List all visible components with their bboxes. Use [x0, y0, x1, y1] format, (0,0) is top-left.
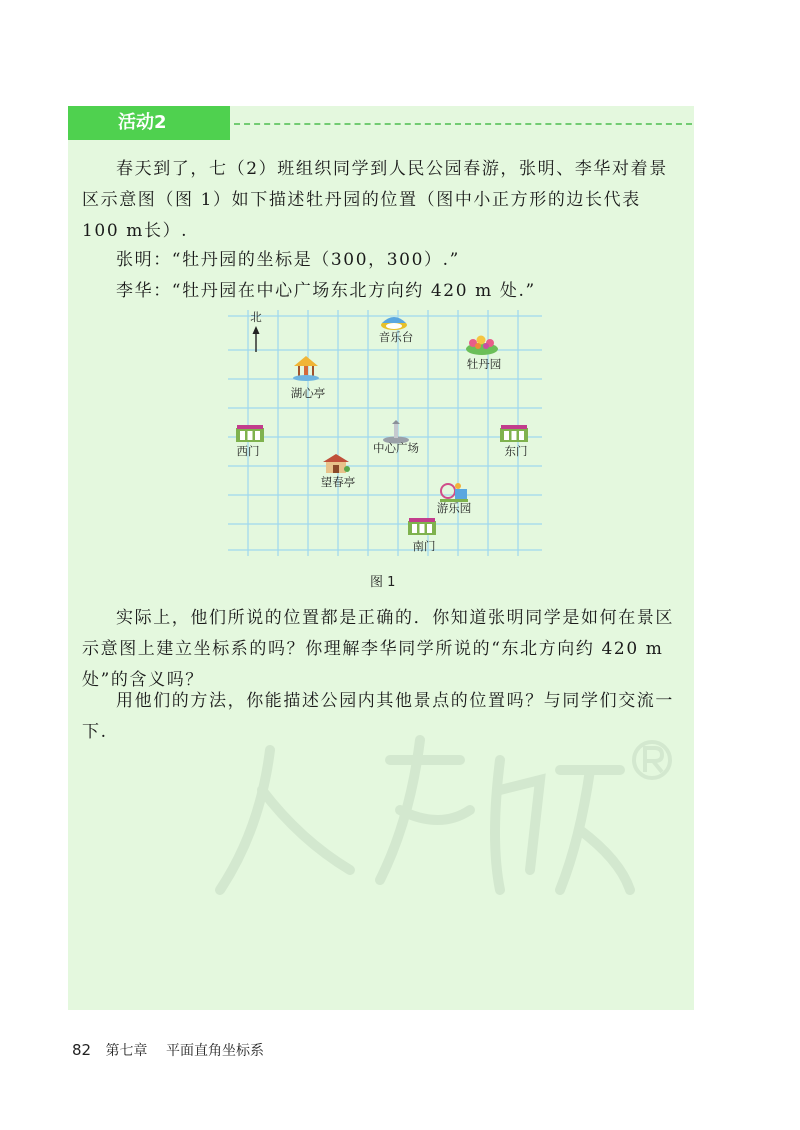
lake-pavilion-icon	[292, 354, 320, 382]
east-gate-icon	[499, 422, 529, 444]
lake-pavilion-label: 湖心亭	[290, 386, 326, 400]
zhang-ming-statement: 张明：“牡丹园的坐标是（300，300）.”	[116, 250, 460, 270]
intro-paragraph: 春天到了，七（2）班组织同学到人民公园春游，张明、李华对着景区示意图（图 1）如下描述牡丹园的位置（图中小正方形的边长代表 100 m长）.	[82, 159, 668, 241]
music-stage-icon	[379, 313, 409, 331]
publisher-watermark	[200, 720, 680, 920]
amusement-park-icon	[438, 481, 470, 503]
registered-mark-icon	[634, 742, 670, 778]
west-gate-icon	[235, 422, 265, 444]
north-arrow-icon	[253, 326, 260, 352]
question-paragraph-1: 实际上，他们所说的位置都是正确的．你知道张明同学是如何在景区示意图上建立坐标系的吗？你理解李华同学所说的“东北方向约 420 m 处”的含义吗？	[82, 608, 674, 690]
south-gate-label: 南门	[412, 539, 436, 553]
park-map	[228, 310, 542, 556]
west-gate-label: 西门	[236, 444, 260, 458]
dashed-divider	[234, 123, 692, 125]
peony-garden-icon	[465, 333, 499, 355]
wangchun-pavilion-icon	[322, 452, 350, 476]
page-footer	[72, 1040, 264, 1060]
activity-tab: 活动2	[68, 106, 230, 140]
question-paragraph-2: 用他们的方法，你能描述公园内其他景点的位置吗？与同学们交流一下.	[82, 691, 674, 742]
peony-garden-label: 牡丹园	[466, 357, 502, 371]
north-label: 北	[250, 310, 262, 324]
chapter-label: 第七章	[105, 1043, 148, 1059]
amusement-park-label: 游乐园	[436, 501, 472, 515]
chapter-title: 平面直角坐标系	[166, 1043, 264, 1059]
wangchun-pavilion-label: 望春亭	[320, 475, 356, 489]
music-stage-label: 音乐台	[378, 330, 414, 344]
page-number: 82	[72, 1041, 92, 1059]
li-hua-statement: 李华：“牡丹园在中心广场东北方向约 420 m 处.”	[116, 281, 536, 301]
east-gate-label: 东门	[504, 444, 528, 458]
central-square-label: 中心广场	[373, 441, 419, 455]
figure-caption: 图 1	[370, 575, 396, 590]
south-gate-icon	[407, 515, 437, 537]
